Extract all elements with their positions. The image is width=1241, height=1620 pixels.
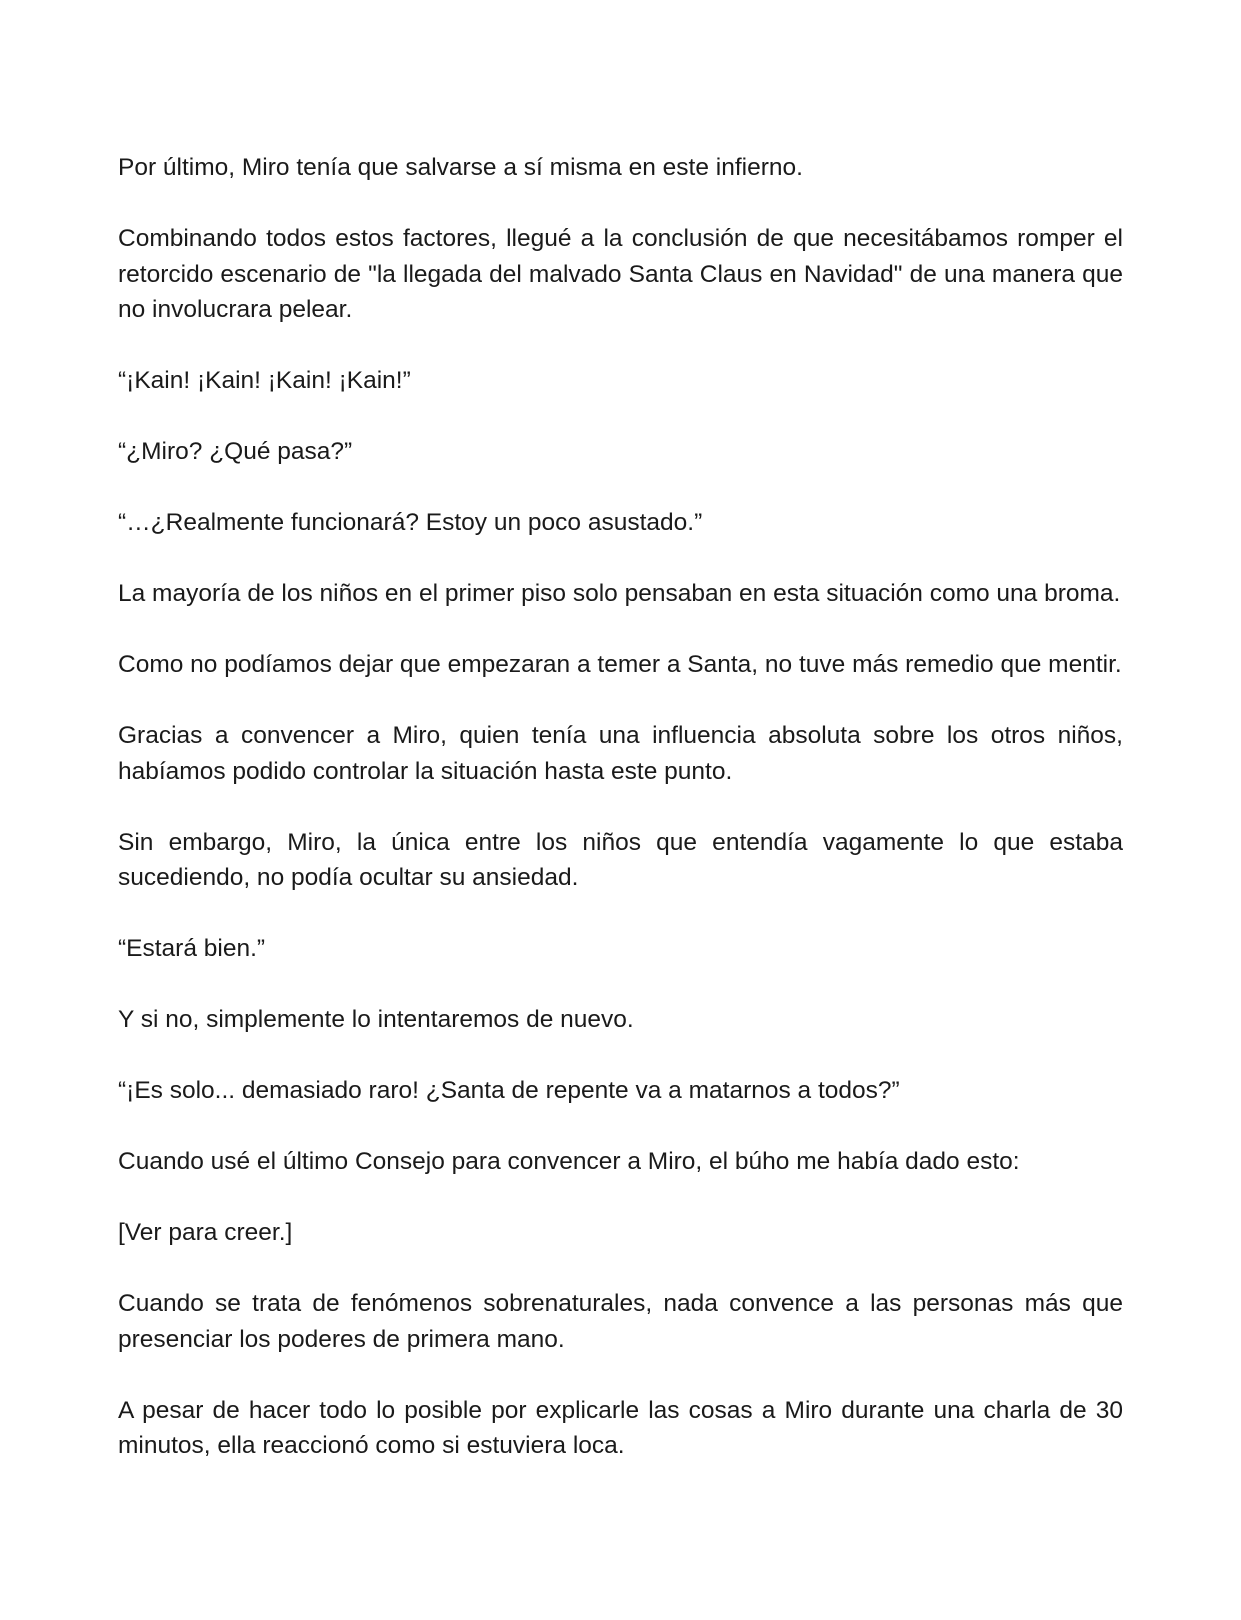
dialogue-line: “Estará bien.” xyxy=(118,935,266,962)
paragraph: Cuando usé el último Consejo para convencer a Miro, el búho me había dado esto: xyxy=(118,1148,1020,1175)
dialogue-line: “¿Miro? ¿Qué pasa?” xyxy=(118,438,353,465)
paragraph: Sin embargo, Miro, la única entre los niños que entendía vagamente lo que estaba sucediendo, no podía ocultar su ansiedad. xyxy=(118,828,1123,891)
dialogue-line: “¡Es solo... demasiado raro! ¿Santa de repente va a matarnos a todos?” xyxy=(118,1077,900,1104)
paragraph: Combinando todos estos factores, llegué a la conclusión de que necesitábamos romper el retorcido escenario de "la llegada del malvado Santa Claus en Navidad" de una manera que no involucrara pelear. xyxy=(118,225,1123,323)
paragraph: Por último, Miro tenía que salvarse a sí misma en este infierno. xyxy=(118,154,803,181)
paragraph: A pesar de hacer todo lo posible por explicarle las cosas a Miro durante una charla de 30 minutos, ella reaccionó como si estuviera loca. xyxy=(118,1396,1123,1459)
paragraph: La mayoría de los niños en el primer piso solo pensaban en esta situación como una broma. xyxy=(118,580,1121,607)
system-message: [Ver para creer.] xyxy=(118,1219,293,1246)
paragraph: Cuando se trata de fenómenos sobrenaturales, nada convence a las personas más que presenciar los poderes de primera mano. xyxy=(118,1290,1123,1353)
paragraph: Gracias a convencer a Miro, quien tenía una influencia absoluta sobre los otros niños, habíamos podido controlar la situación hasta este punto. xyxy=(118,722,1123,785)
dialogue-line: “¡Kain! ¡Kain! ¡Kain! ¡Kain!” xyxy=(118,367,411,394)
dialogue-line: “…¿Realmente funcionará? Estoy un poco asustado.” xyxy=(118,509,703,536)
paragraph: Como no podíamos dejar que empezaran a temer a Santa, no tuve más remedio que mentir. xyxy=(118,651,1122,678)
paragraph: Y si no, simplemente lo intentaremos de nuevo. xyxy=(118,1006,634,1033)
